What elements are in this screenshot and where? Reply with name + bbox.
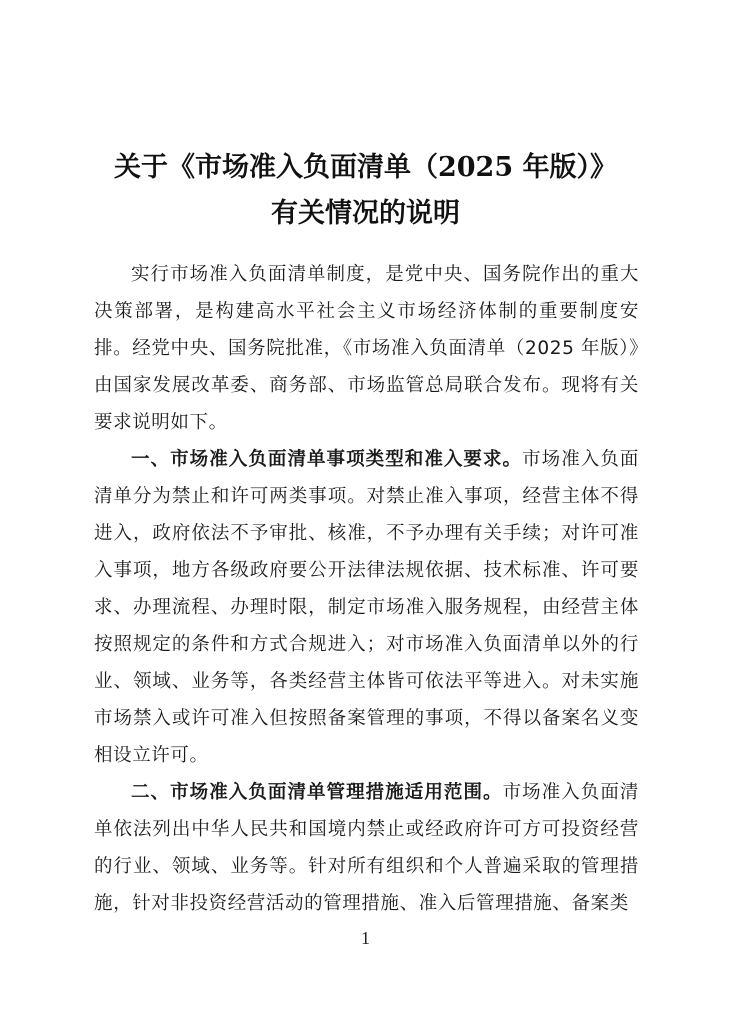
section-2-paragraph: [94, 774, 639, 922]
document-title-line2: 有关情况的说明: [271, 198, 460, 229]
intro-paragraph: 实行市场准入负面清单制度，是党中央、国务院作出的重大决策部署，是构建高水平社会主义市场经济体制的重要制度安排。经党中央、国务院批准，《市场准入负面清单（2025 年版）》由国家发展改革委、商务部、市场监管总局联合发布。现将有关要求说明如下。: [94, 264, 639, 433]
document-title-line1: 关于《市场准入负面清单（2025 年版）》: [113, 152, 618, 183]
section-1-heading: 一、市场准入负面清单事项类型和准入要求。: [131, 449, 523, 470]
section-1-paragraph: [94, 441, 639, 774]
section-1-text: 市场准入负面清单分为禁止和许可两类事项。对禁止准入事项，经营主体不得进入，政府依法不予审批、核准，不予办理有关手续；对许可准入事项，地方各级政府要公开法律法规依据、技术标准、许可要求、办理流程、办理时限，制定市场准入服务规程，由经营主体按照规定的条件和方式合规进入；对市场准入负面清单以外的行业、领域、业务等，各类经营主体皆可依法平等进入。对未实施市场禁入或许可准入但按照备案管理的事项，不得以备案名义变相设立许可。: [94, 449, 639, 766]
section-2-heading: 二、市场准入负面清单管理措施适用范围。: [131, 782, 503, 803]
section-2-text: 市场准入负面清单依法列出中华人民共和国境内禁止或经政府许可方可投资经营的行业、领域、业务等。针对所有组织和个人普遍采取的管理措施，针对非投资经营活动的管理措施、准入后管理措施、备案类: [94, 782, 639, 914]
document-body: [94, 256, 639, 922]
page-number: 1: [361, 928, 370, 948]
